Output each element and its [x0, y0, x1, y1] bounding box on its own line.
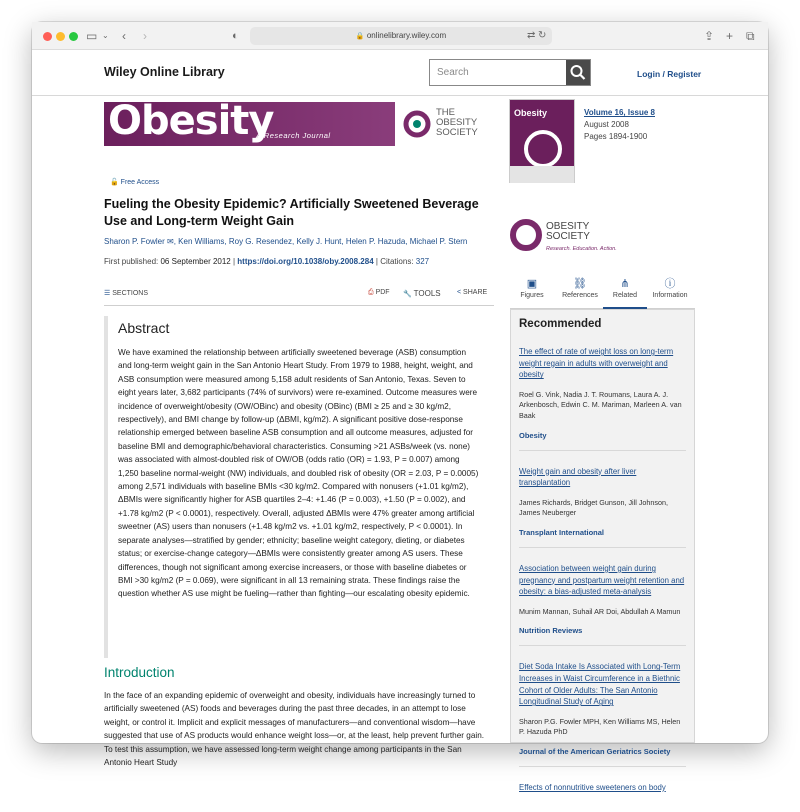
recommended-journal-link[interactable]: Transplant International — [519, 527, 605, 537]
tab-references-label: References — [562, 292, 598, 299]
chevron-down-icon[interactable]: ⌄ — [102, 31, 109, 40]
tab-references[interactable] — [558, 275, 602, 299]
forward-icon[interactable]: › — [143, 29, 147, 43]
list-icon: ☰ — [104, 290, 111, 297]
search-icon — [566, 60, 590, 85]
list-item — [519, 661, 686, 767]
pdf-label: PDF — [375, 289, 390, 296]
cover-graphic — [524, 130, 562, 168]
journal-cover-image[interactable] — [509, 99, 575, 183]
journal-banner-subtitle: A Research Journal — [256, 131, 331, 140]
browser-titlebar — [32, 22, 768, 50]
society-line-1: THE — [436, 107, 455, 118]
minimize-window-button[interactable] — [56, 32, 65, 41]
link-icon: ⛓ — [573, 278, 587, 290]
recommended-title-link[interactable]: Weight gain and obesity after liver transplantation — [519, 466, 637, 488]
unlock-icon: 🔓 — [110, 179, 119, 186]
society-ring-icon — [510, 219, 542, 251]
tab-related[interactable] — [603, 275, 647, 309]
citations-label: Citations: — [380, 257, 414, 266]
article-toolbar — [104, 284, 494, 306]
zoom-window-button[interactable] — [69, 32, 78, 41]
author-link[interactable]: Ken Williams — [178, 237, 225, 246]
author-link[interactable]: Kelly J. Hunt — [296, 237, 342, 246]
sections-label: SECTIONS — [112, 290, 149, 297]
tab-information-label: Information — [652, 292, 688, 299]
obesity-society-logo[interactable] — [510, 219, 620, 259]
volume-issue-link[interactable]: Volume 16, Issue 8 — [584, 108, 655, 117]
journal-banner-title: Obesity — [108, 98, 274, 144]
introduction-heading: Introduction — [104, 665, 175, 680]
recommended-journal-link[interactable]: Obesity — [519, 430, 547, 440]
login-register-link[interactable]: Login / Register — [637, 69, 702, 79]
search-placeholder: Search — [437, 67, 469, 78]
author-link[interactable]: Michael P. Stern — [409, 237, 468, 246]
tab-overview-icon[interactable]: ⧉ — [746, 29, 755, 43]
pdf-icon: ⎙ — [368, 289, 374, 296]
tab-figures-label: Figures — [520, 292, 544, 299]
recommended-title-link[interactable]: Effects of nonnutritive sweeteners on body — [519, 782, 666, 792]
introduction-text: In the face of an expanding epidemic of overweight and obesity, individuals have increasingly turned to artificially sweetened (AS) foods and beverages during the past three decades, in an attempt to lose weight, or control it. Implicit and explicit messages of manufacturers—and conventional wisdom—have suggested that use of AS products would enhance weight loss—or, at the least, help prevent further gain. To test this assumption, we have assessed long-term weight change among participants in the San Antonio Heart Study — [104, 691, 485, 768]
recommended-journal-link[interactable]: Nutrition Reviews — [519, 626, 583, 636]
image-icon: ▣ — [526, 278, 538, 290]
sidebar-tabs — [510, 275, 695, 309]
journal-banner[interactable] — [104, 98, 494, 146]
list-item — [519, 346, 686, 451]
society-logo-line-1: OBESITY — [546, 221, 590, 232]
share-icon: < — [457, 289, 462, 296]
list-item — [519, 782, 686, 812]
cover-lower-band — [510, 166, 574, 183]
web-page — [32, 51, 768, 792]
recommended-authors: James Richards, Bridget Gunson, Jill Johnson, James Neuberger — [519, 497, 669, 518]
lock-icon: 🔒 — [355, 33, 365, 40]
recommended-title-link[interactable]: Association between weight gain during pregnancy and postpartum weight retention and obesity: a bias-adjusted meta-analysis — [519, 563, 685, 597]
back-icon[interactable]: ‹ — [122, 29, 126, 43]
recommended-journal-link[interactable]: Journal of the American Geriatrics Society — [519, 746, 671, 756]
author-link[interactable]: Sharon P. Fowler — [104, 237, 165, 246]
reload-icon[interactable]: ↻ — [538, 30, 547, 41]
article-title: Fueling the Obesity Epidemic? Artificially Sweetened Beverage Use and Long-term Weight Gain — [104, 197, 479, 228]
society-logo-line-2: SOCIETY — [546, 231, 590, 242]
issue-pages: Pages 1894-1900 — [584, 132, 648, 141]
address-bar[interactable] — [250, 27, 552, 45]
sidebar-toggle-icon[interactable]: ▭ — [86, 29, 98, 43]
society-name — [436, 108, 478, 138]
wrench-icon: 🔧 — [403, 291, 412, 298]
tools-label: TOOLS — [413, 289, 441, 298]
recommended-heading: Recommended — [519, 318, 602, 330]
new-tab-icon[interactable]: + — [726, 29, 734, 43]
list-item — [519, 466, 686, 548]
translate-icon[interactable]: ⇄ — [527, 30, 536, 41]
society-line-3: SOCIETY — [436, 127, 478, 138]
close-window-button[interactable] — [43, 32, 52, 41]
author-link[interactable]: Roy G. Resendez — [228, 237, 292, 246]
society-tagline: Research. Education. Action. — [546, 246, 617, 252]
journal-banner-purple — [104, 98, 395, 146]
citations-count[interactable]: 327 — [415, 257, 430, 266]
abstract-section — [104, 316, 494, 658]
doi-link[interactable]: https://doi.org/10.1038/oby.2008.284 — [237, 257, 374, 266]
free-access-badge — [110, 178, 159, 186]
society-line-2: OBESITY — [436, 117, 478, 128]
tab-information[interactable] — [648, 275, 692, 299]
email-icon[interactable]: ✉ — [167, 237, 174, 246]
author-link[interactable]: Helen P. Hazuda — [345, 237, 406, 246]
publication-info: First published: 06 September 2012 | https://doi.org/10.1038/oby.2008.284 | Citations: 327 — [104, 257, 430, 266]
pdf-button[interactable] — [368, 289, 390, 297]
sections-button[interactable] — [104, 289, 148, 297]
recommended-panel — [510, 309, 695, 792]
share-nodes-icon: ⋔ — [620, 278, 630, 290]
share-icon[interactable]: ⇪ — [704, 29, 715, 43]
society-logo-text — [546, 222, 590, 242]
address-text: onlinelibrary.wiley.com — [366, 31, 447, 40]
recommended-authors: Roel G. Vink, Nadia J. T. Roumans, Laura A. J. Arkenbosch, Edwin C. M. Mariman, Marleen A. van Baak — [519, 389, 682, 420]
tab-related-label: Related — [612, 292, 638, 299]
abstract-heading: Abstract — [118, 320, 170, 336]
share-label: SHARE — [463, 289, 488, 296]
tools-button[interactable] — [403, 289, 441, 298]
issue-date: August 2008 — [584, 120, 629, 129]
browser-window — [32, 22, 768, 792]
recommended-title-link[interactable]: Diet Soda Intake Is Associated with Long-Term Increases in Waist Circumference in a Biethnic Cohort of Older Adults: The San Antonio Longitudinal Study of Aging — [519, 662, 681, 707]
first-published-date: 06 September 2012 — [160, 257, 231, 266]
issue-info — [584, 107, 655, 143]
list-item — [519, 563, 686, 646]
search-input[interactable] — [429, 59, 591, 86]
cover-title: Obesity — [514, 108, 548, 118]
site-logo[interactable]: Wiley Online Library — [104, 65, 225, 79]
author-list: Sharon P. Fowler ✉, Ken Williams, Roy G. Resendez, Kelly J. Hunt, Helen P. Hazuda, Michael P. Stern — [104, 237, 468, 246]
info-icon: ⓘ — [664, 278, 676, 290]
abstract-text: We have examined the relationship between artificially sweetened beverage (ASB) consumption and long-term weight gain in the San Antonio Heart Study. From 1979 to 1988, height, weight, and ASB consumption were measured among 5,158 adult residents of San Antonio, Texas. Seven to eight years later, 3,682 participants (74% of survivors) were re-examined. Outcome measures were incidence of overweight/obesity (OW/OBinc) and obesity (OBinc) (BMI ≥ 25 and ≥ 30 kg/m2, respectively), and BMI change by follow-up (ΔBMI, kg/m2). A significant positive dose-response relationship emerged between baseline ASB consumption and all outcome measures, adjusted for baseline BMI and demographic/behavioral characteristics. Consuming >21 ASBs/week (vs. none) was associated with almost-doubled risk of OW/OB (odds ratio (OR) = 1.93, P = 0.007) among 1,250 baseline normal-weight (NW) individuals, and doubled risk of obesity (OR = 2.03, P = 0.0005) among 2,571 individuals with baseline BMIs <30 kg/m2. Compared with nonusers (+1.01 kg/m2), ΔBMIs were significantly higher for ASB quartiles 2–4: +1.46 (P = 0.003), +1.50 (P = 0.002), and +1.78 kg/m2 (P < 0.0001), respectively. Overall, adjusted ΔBMIs were 47% greater among artificial sweetner (AS) users than nonusers (+1.48 kg/m2 vs. +1.01 kg/m2, respectively, P < 0.0001). In separate analyses—stratified by gender; ethnicity; baseline weight category, dieting, or diabetes status; or exercise-change category—ΔBMIs were consistently greater among AS users. These differences, though not significant among exercise increasers, or those with baseline diabetes or BMI >30 kg/m2 (P = 0.069), were significant in all 13 remaining strata. These findings raise the question whether AS use might be fueling—rather than fighting—our escalating obesity epidemic. — [118, 348, 479, 599]
free-access-label: Free Access — [120, 179, 160, 186]
obesity-society-logo-icon — [402, 109, 432, 139]
share-button[interactable] — [457, 289, 487, 296]
tab-figures[interactable] — [510, 275, 554, 299]
privacy-shield-icon[interactable]: ◐ — [232, 30, 239, 42]
recommended-authors: Sharon P.G. Fowler MPH, Ken Williams MS, Helen P. Hazuda PhD — [519, 716, 681, 737]
recommended-authors: Munim Mannan, Suhail AR Doi, Abdullah A Mamun — [519, 606, 681, 616]
site-header — [32, 51, 768, 96]
recommended-title-link[interactable]: The effect of rate of weight loss on long-term weight regain in adults with overweight and obesity — [519, 347, 674, 380]
search-button[interactable] — [566, 60, 590, 85]
first-published-label: First published: — [104, 257, 159, 266]
